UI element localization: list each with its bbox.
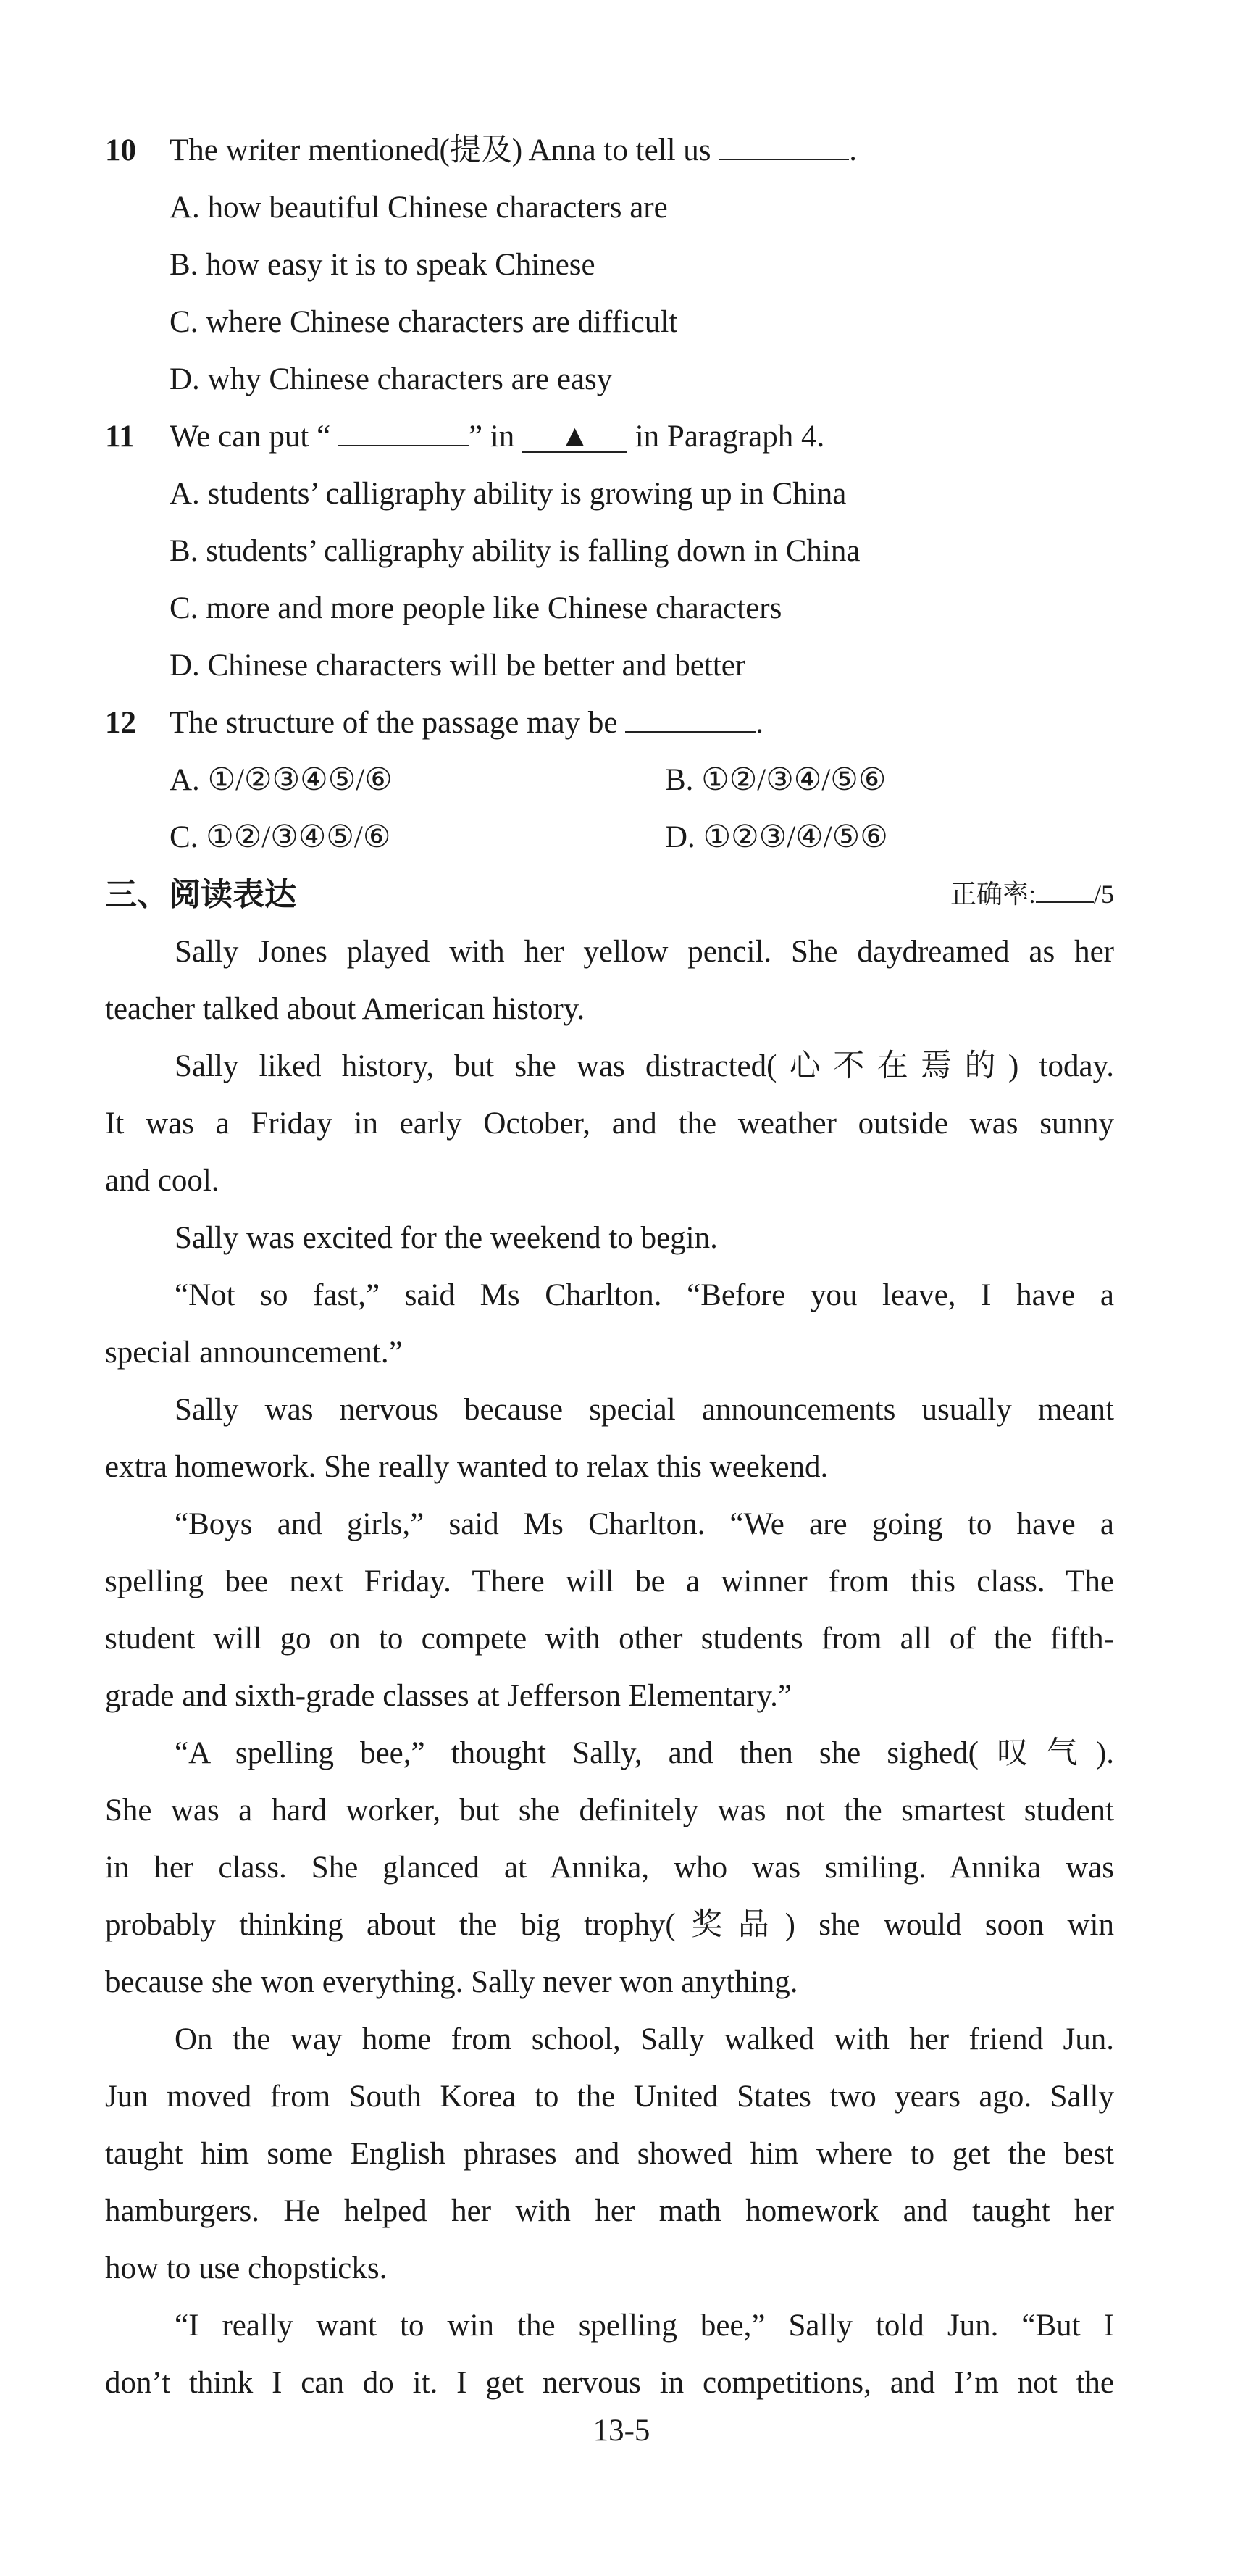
option-text: Chinese characters will be better and better — [207, 649, 746, 683]
passage-line: and cool. — [105, 1164, 219, 1198]
question-number: 12 — [105, 706, 136, 740]
score-blank[interactable] — [1036, 880, 1094, 903]
option-a — [170, 763, 393, 797]
passage-line: “I really want to win the spelling bee,” Sally told Jun. “But I — [175, 2309, 1114, 2343]
answer-blank[interactable] — [719, 133, 849, 160]
option-letter: A. — [170, 477, 200, 511]
option-row — [170, 809, 1179, 866]
option-letter: B. — [170, 248, 198, 282]
question-stem — [105, 408, 1114, 465]
option-row — [170, 751, 1179, 809]
option-text: why Chinese characters are easy — [207, 362, 613, 396]
option-text: how easy it is to speak Chinese — [206, 248, 595, 282]
option-c — [170, 820, 390, 854]
option-d — [665, 809, 888, 866]
option-d — [170, 637, 1179, 694]
option-letter: C. — [170, 820, 198, 854]
passage-line: Sally was excited for the weekend to begin. — [175, 1221, 718, 1255]
option-letter: C. — [170, 305, 198, 339]
question-number: 10 — [105, 133, 136, 167]
option-text: ①②/③④/⑤⑥ — [701, 763, 887, 797]
option-text: ①②③/④/⑤⑥ — [703, 820, 888, 854]
option-letter: A. — [170, 763, 200, 797]
question-number: 11 — [105, 420, 135, 454]
option-a — [170, 179, 1179, 236]
passage-line: grade and sixth-grade classes at Jefferson Elementary.” — [105, 1679, 792, 1713]
passage-line: teacher talked about American history. — [105, 992, 585, 1026]
passage-line: spelling bee next Friday. There will be a winner from this class. The — [105, 1564, 1114, 1598]
passage-line: student will go on to compete with other students from all of the fifth- — [105, 1622, 1114, 1656]
passage-line: because she won everything. Sally never won anything. — [105, 1965, 798, 1999]
passage-line: Sally was nervous because special announcements usually meant — [175, 1393, 1114, 1427]
passage-line: On the way home from school, Sally walked with her friend Jun. — [175, 2022, 1114, 2056]
question-text-mid: ” in — [468, 420, 515, 454]
passage-line: extra homework. She really wanted to relax this weekend. — [105, 1450, 829, 1484]
triangle-marker: ▲ — [522, 422, 627, 453]
option-text: where Chinese characters are difficult — [206, 305, 678, 339]
option-letter: D. — [170, 362, 200, 396]
option-b — [665, 751, 886, 809]
question-text: We can put “ — [170, 420, 331, 454]
passage-line: She was a hard worker, but she definitely was not the smartest student — [105, 1793, 1114, 1827]
passage-line: Jun moved from South Korea to the United States two years ago. Sally — [105, 2080, 1114, 2114]
question-text: The structure of the passage may be — [170, 706, 618, 740]
option-letter: C. — [170, 591, 198, 625]
passage-line: hamburgers. He helped her with her math homework and taught her — [105, 2194, 1114, 2228]
option-text: more and more people like Chinese characters — [206, 591, 782, 625]
option-b — [170, 236, 1179, 293]
question-stem — [105, 694, 1114, 751]
question-text: The writer mentioned(提及) Anna to tell us — [170, 133, 711, 167]
section-title: 三、阅读表达 — [105, 876, 296, 913]
page-number: 13-5 — [593, 2414, 650, 2448]
passage-line: probably thinking about the big trophy(奖品) she would soon win — [105, 1908, 1114, 1942]
question-stem — [105, 122, 1114, 179]
score-field — [950, 866, 1114, 923]
passage-line: “A spelling bee,” thought Sally, and then she sighed(叹气). — [175, 1736, 1114, 1770]
question-text-end: . — [756, 706, 763, 740]
passage-line: It was a Friday in early October, and the weather outside was sunny — [105, 1106, 1114, 1141]
answer-blank[interactable] — [338, 419, 469, 446]
option-letter: B. — [665, 763, 694, 797]
option-text: students’ calligraphy ability is growing up in China — [207, 477, 847, 511]
passage-line: “Not so fast,” said Ms Charlton. “Before you leave, I have a — [175, 1278, 1114, 1312]
option-text: how beautiful Chinese characters are — [207, 191, 668, 225]
passage-line: Sally liked history, but she was distracted(心不在焉的) today. — [175, 1049, 1114, 1083]
passage-line: in her class. She glanced at Annika, who was smiling. Annika was — [105, 1851, 1114, 1885]
score-label: 正确率: — [950, 880, 1036, 909]
option-a — [170, 465, 1179, 522]
option-c — [170, 293, 1179, 351]
option-d — [170, 351, 1179, 408]
passage-line: “Boys and girls,” said Ms Charlton. “We are going to have a — [175, 1507, 1114, 1541]
passage-line: don’t think I can do it. I get nervous in competitions, and I’m not the — [105, 2366, 1114, 2400]
option-letter: B. — [170, 534, 198, 568]
question-text-end: in Paragraph 4. — [635, 420, 825, 454]
question-text-end: . — [849, 133, 858, 167]
option-text: students’ calligraphy ability is falling down in China — [206, 534, 861, 568]
option-b — [170, 522, 1179, 580]
passage-line: special announcement.” — [105, 1335, 403, 1370]
option-text: ①/②③④⑤/⑥ — [207, 763, 393, 797]
option-letter: D. — [665, 820, 695, 854]
option-letter: A. — [170, 191, 200, 225]
passage-line: taught him some English phrases and showed him where to get the best — [105, 2137, 1114, 2171]
passage-line: how to use chopsticks. — [105, 2251, 388, 2285]
section-header — [105, 866, 1114, 923]
passage-line: Sally Jones played with her yellow pencil. She daydreamed as her — [175, 935, 1114, 969]
option-text: ①②/③④⑤/⑥ — [206, 820, 391, 854]
option-c — [170, 580, 1179, 637]
score-total: /5 — [1093, 880, 1114, 909]
option-letter: D. — [170, 649, 200, 683]
answer-blank[interactable] — [625, 705, 756, 733]
